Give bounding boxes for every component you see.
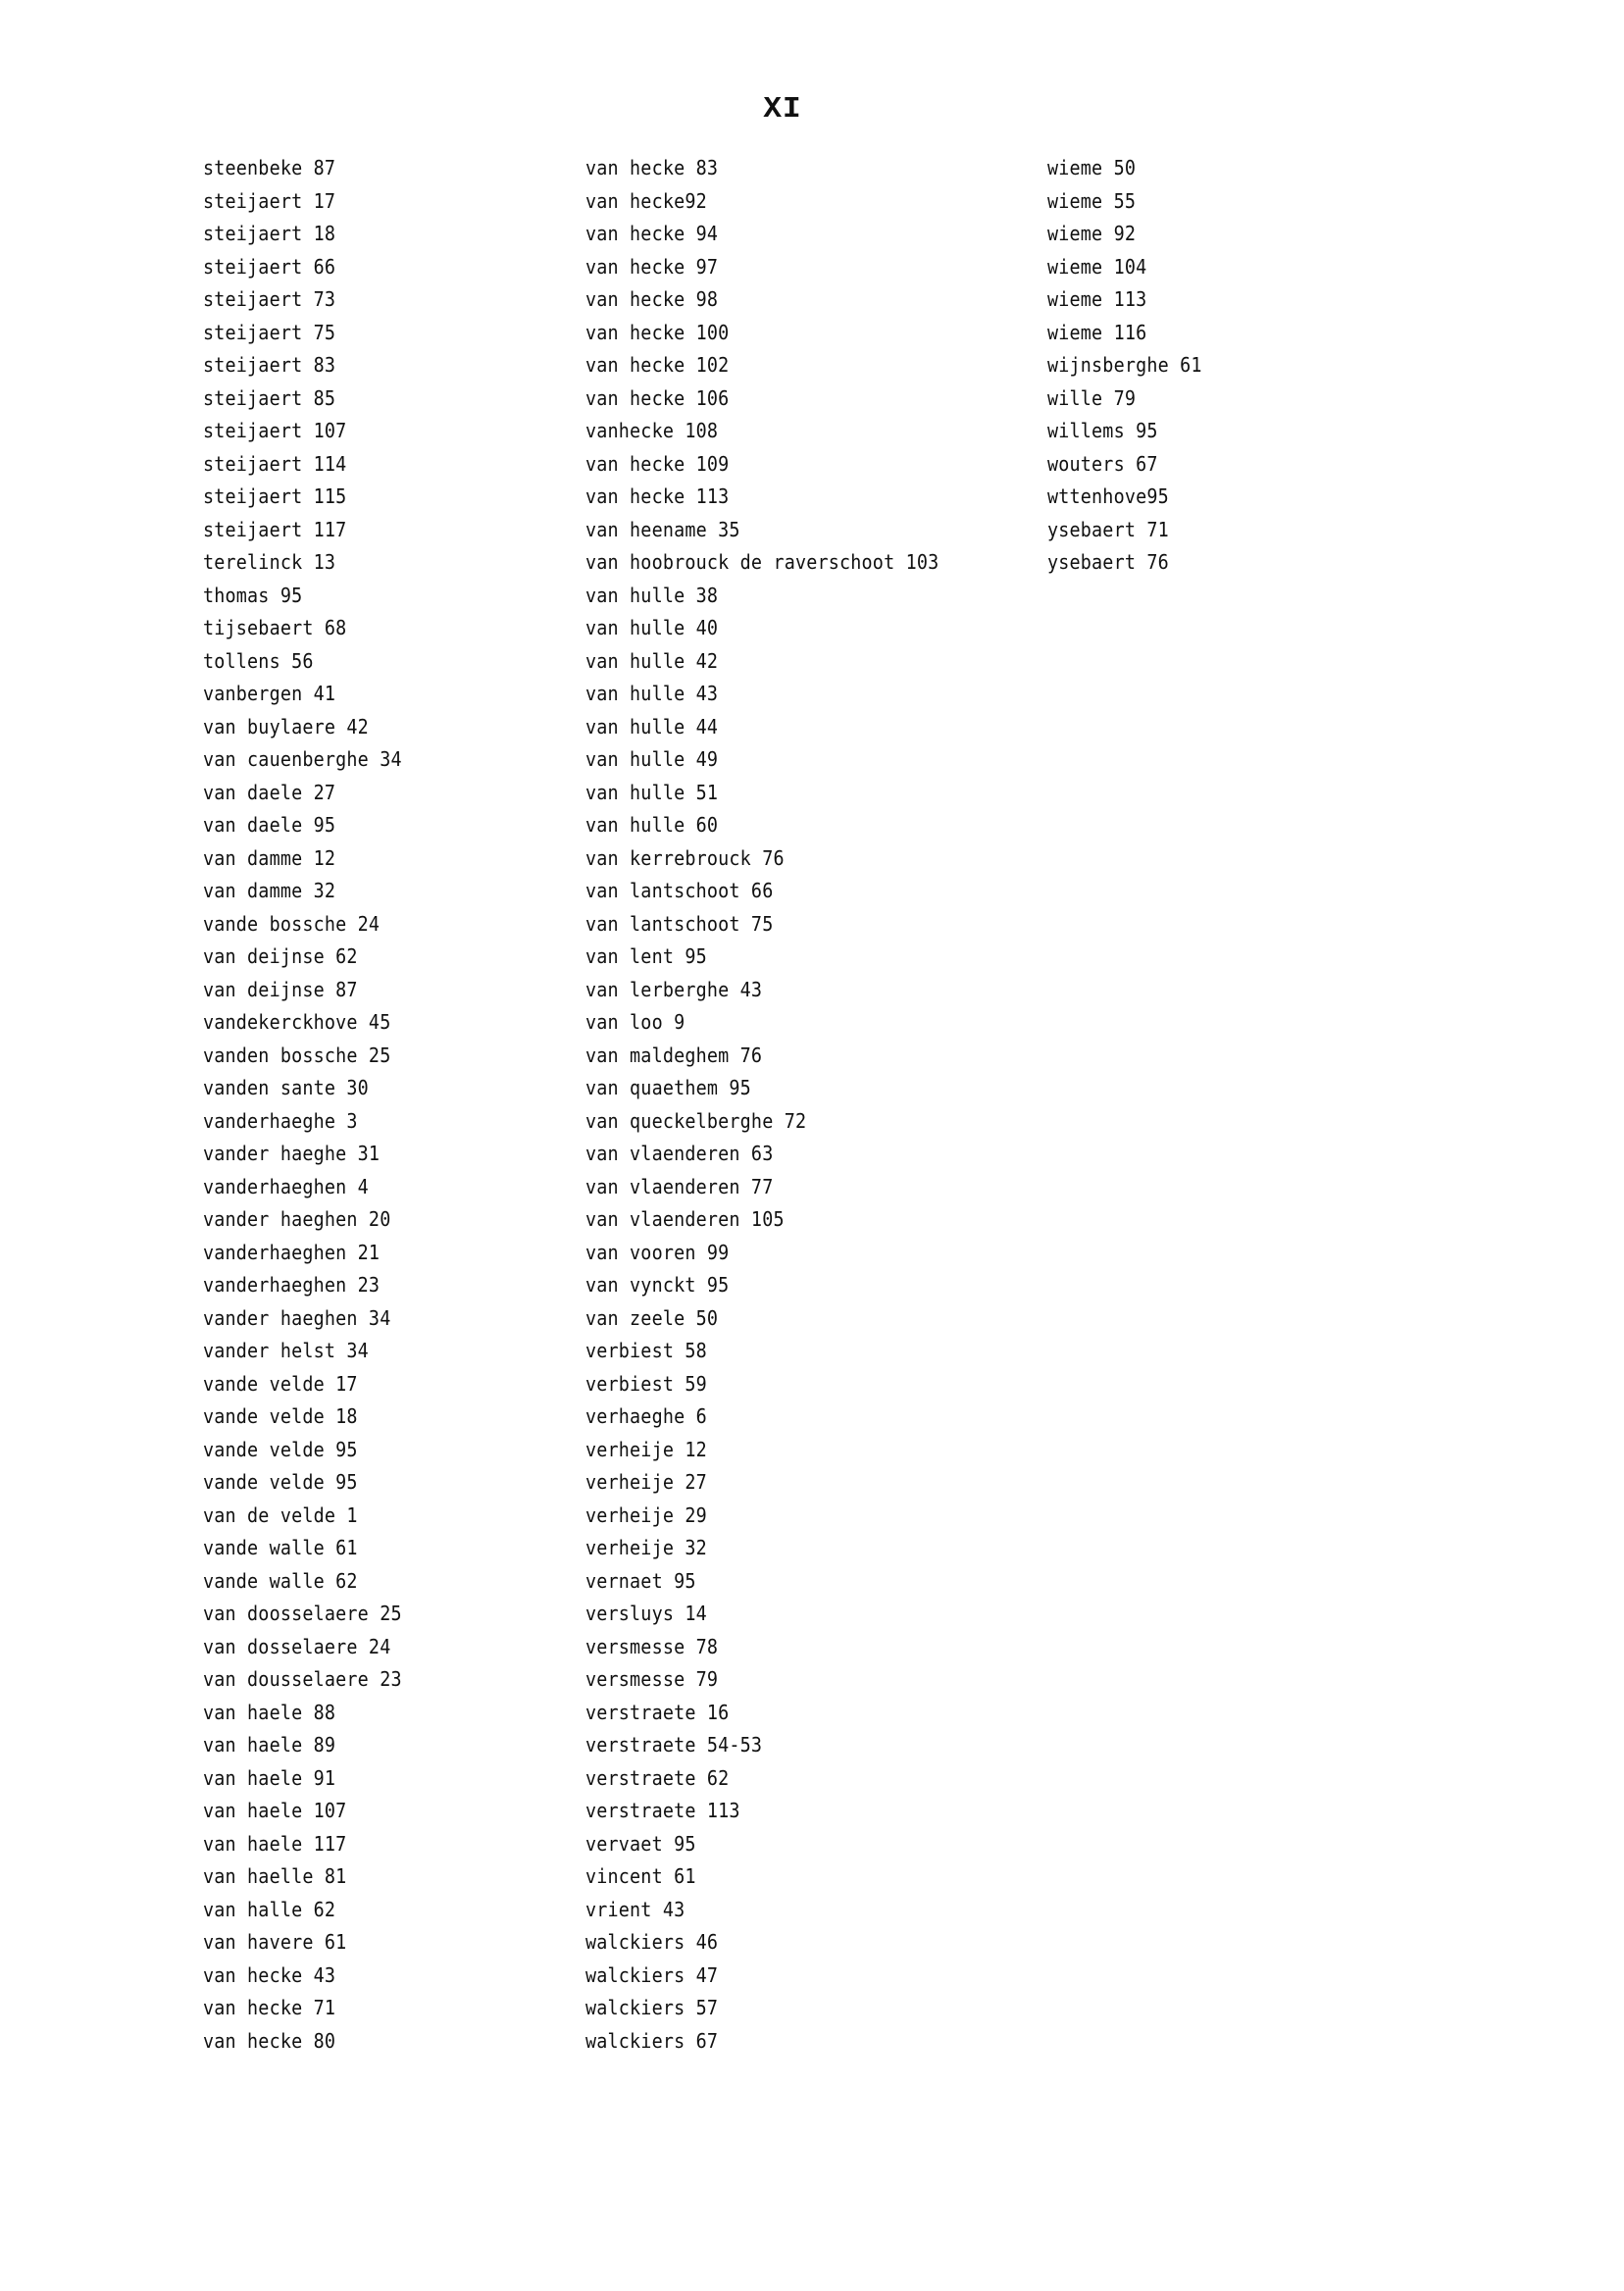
index-entry: van buylaere 42 [203,714,369,738]
index-entry: van zeele 50 [585,1305,719,1330]
index-entry: tollens 56 [203,648,314,673]
index-column-1 [203,152,419,2058]
index-entry: van lantschoot 75 [585,911,774,936]
index-entry: wieme 55 [1047,188,1137,213]
index-entry: steijaert 85 [203,385,336,410]
index-entry: van hulle 38 [585,583,719,607]
index-entry: vanden sante 30 [203,1076,369,1099]
page-number-heading: XI [763,92,802,127]
index-entry: thomas 95 [203,583,303,607]
index-entry: vander helst 34 [203,1339,369,1362]
index-entry: van queckelberghe 72 [585,1108,807,1133]
index-entry: vande bossche 24 [203,911,381,936]
index-entry: steijaert 75 [203,320,336,344]
index-entry: verstraete 62 [585,1765,730,1790]
index-entry: versluys 14 [585,1602,707,1625]
index-entry: versmesse 78 [585,1634,719,1658]
index-entry: walckiers 57 [585,1996,719,2019]
index-entry: van hulle 60 [585,813,719,837]
index-entry: wieme 113 [1047,287,1147,311]
index-entry: vander haeghen 34 [203,1305,391,1330]
index-entry: willems 95 [1047,419,1158,442]
index-column-3 [1047,152,1215,580]
index-entry: van hulle 51 [585,780,719,804]
index-entry: van lantschoot 66 [585,879,774,902]
index-entry: van vynckt 95 [585,1273,730,1297]
index-entry: vanden bossche 25 [203,1043,391,1067]
index-entry: vervaet 95 [585,1831,696,1856]
index-entry: steijaert 115 [203,484,347,508]
index-entry: vande walle 62 [203,1568,358,1593]
index-entry: vandekerckhove 45 [203,1010,391,1034]
index-entry: vanhecke 108 [585,419,719,442]
index-entry: van daele 95 [203,813,336,837]
index-entry: van damme 12 [203,845,336,870]
index-entry: van haele 89 [203,1733,336,1756]
index-entry: versmesse 79 [585,1667,719,1691]
index-entry: steijaert 114 [203,451,347,476]
index-entry: verstraete 54-53 [585,1733,763,1756]
index-entry: van hecke 71 [203,1996,336,2019]
index-entry: vanderhaeghen 4 [203,1174,369,1198]
index-entry: van maldeghem 76 [585,1043,763,1067]
index-entry: wille 79 [1047,385,1137,410]
index-entry: van heename 35 [585,517,740,541]
index-entry: van hecke 109 [585,451,730,476]
index-entry: wieme 92 [1047,222,1137,245]
index-entry: van vlaenderen 77 [585,1174,774,1198]
index-entry: van doosselaere 25 [203,1602,402,1625]
index-entry: van hulle 49 [585,747,719,771]
index-entry: van hecke 106 [585,385,730,410]
index-entry: vincent 61 [585,1864,696,1888]
index-entry: van hulle 40 [585,616,719,639]
index-entry: van hecke 97 [585,254,719,279]
index-entry: van deijnse 87 [203,977,358,1001]
index-entry: van hulle 42 [585,648,719,673]
index-entry: vanbergen 41 [203,682,336,705]
index-entry: van hecke 83 [585,156,719,179]
index-entry: van haelle 81 [203,1864,347,1888]
index-entry: verbiest 58 [585,1339,707,1362]
index-entry: van dosselaere 24 [203,1634,391,1658]
index-entry: vrient 43 [585,1897,685,1921]
index-entry: vande walle 61 [203,1536,358,1559]
index-entry: vander haeghen 20 [203,1207,391,1231]
index-entry: wieme 50 [1047,156,1137,179]
index-entry: steijaert 83 [203,353,336,377]
index-entry: verstraete 113 [585,1799,740,1822]
index-entry: verhaeghe 6 [585,1404,707,1428]
index-entry: van hecke92 [585,188,707,213]
index-entry: walckiers 67 [585,2028,719,2053]
index-entry: van lerberghe 43 [585,977,763,1001]
index-entry: van haele 117 [203,1831,347,1856]
index-entry: tijsebaert 68 [203,616,347,639]
index-entry: vande velde 18 [203,1404,358,1428]
index-column-2 [585,152,970,2058]
index-entry: van hulle 43 [585,682,719,705]
index-entry: ysebaert 76 [1047,550,1169,574]
index-entry: vande velde 95 [203,1470,358,1494]
index-entry: steijaert 73 [203,287,336,311]
index-entry: steijaert 117 [203,517,347,541]
index-entry: verbiest 59 [585,1371,707,1396]
index-entry: van hecke 113 [585,484,730,508]
index-entry: van hoobrouck de raverschoot 103 [585,550,939,574]
index-entry: walckiers 46 [585,1930,719,1954]
index-entry: vanderhaeghe 3 [203,1108,358,1133]
index-entry: wijnsberghe 61 [1047,353,1202,377]
index-entry: verheije 29 [585,1502,707,1527]
index-entry: terelinck 13 [203,550,336,574]
index-entry: van hecke 80 [203,2028,336,2053]
index-entry: steijaert 107 [203,419,347,442]
index-entry: van dousselaere 23 [203,1667,402,1691]
index-entry: steijaert 66 [203,254,336,279]
index-entry: van havere 61 [203,1930,347,1954]
index-entry: vander haeghe 31 [203,1142,381,1165]
index-entry: van vlaenderen 63 [585,1142,774,1165]
index-entry: vande velde 17 [203,1371,358,1396]
index-entry: van haele 91 [203,1765,336,1790]
index-entry: van hecke 94 [585,222,719,245]
index-entry: van lent 95 [585,944,707,968]
index-entry: wttenhove95 [1047,484,1169,508]
index-entry: vande velde 95 [203,1437,358,1461]
index-entry: van hecke 102 [585,353,730,377]
index-entry: van daele 27 [203,780,336,804]
index-entry: vanderhaeghen 21 [203,1240,381,1264]
index-entry: van quaethem 95 [585,1076,751,1099]
index-entry: van loo 9 [585,1010,685,1034]
index-entry: van hecke 98 [585,287,719,311]
index-entry: van vooren 99 [585,1240,730,1264]
index-entry: steijaert 17 [203,188,336,213]
index-entry: van halle 62 [203,1897,336,1921]
index-entry: van damme 32 [203,879,336,902]
index-entry: van vlaenderen 105 [585,1207,785,1231]
index-entry: van de velde 1 [203,1502,358,1527]
index-entry: ysebaert 71 [1047,517,1169,541]
index-entry: walckiers 47 [585,1962,719,1987]
index-entry: verheije 27 [585,1470,707,1494]
index-entry: verheije 12 [585,1437,707,1461]
index-entry: steijaert 18 [203,222,336,245]
index-entry: van hecke 100 [585,320,730,344]
index-entry: van haele 88 [203,1700,336,1724]
index-entry: wouters 67 [1047,451,1158,476]
index-entry: van hecke 43 [203,1962,336,1987]
index-entry: van deijnse 62 [203,944,358,968]
index-entry: van kerrebrouck 76 [585,845,785,870]
index-entry: van haele 107 [203,1799,347,1822]
index-entry: van cauenberghe 34 [203,747,402,771]
index-entry: van hulle 44 [585,714,719,738]
index-entry: verstraete 16 [585,1700,730,1724]
index-entry: steenbeke 87 [203,156,336,179]
index-entry: wieme 116 [1047,320,1147,344]
index-entry: verheije 32 [585,1536,707,1559]
index-entry: vernaet 95 [585,1568,696,1593]
index-entry: vanderhaeghen 23 [203,1273,381,1297]
index-entry: wieme 104 [1047,254,1147,279]
